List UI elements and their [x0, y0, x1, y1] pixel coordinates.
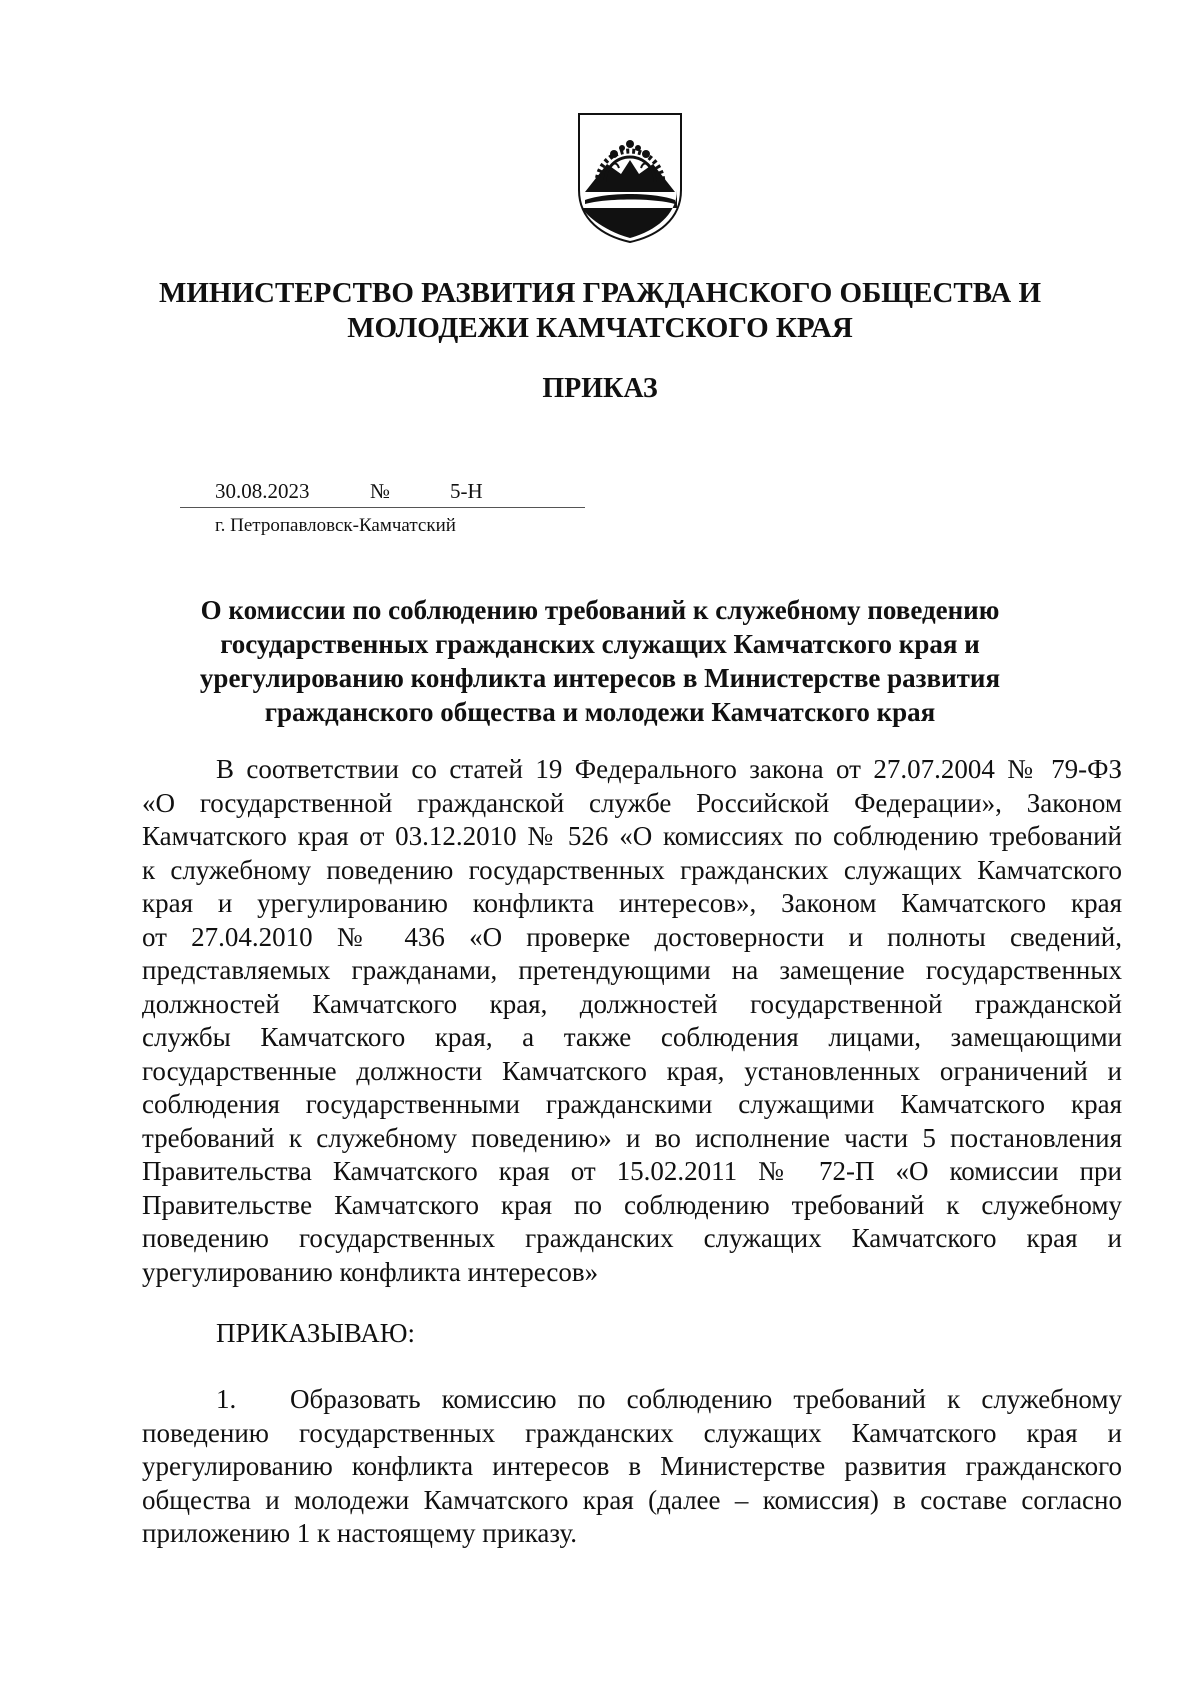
coat-of-arms-icon — [577, 112, 683, 244]
order-number: 5-Н — [450, 479, 483, 503]
order-requisites — [180, 478, 590, 544]
point-line: урегулированию конфликта интересов в Министерстве развития гражданского — [142, 1451, 1122, 1481]
preamble-line: Правительства Камчатского края от 15.02.2011 № 72-П «О комиссии при — [142, 1156, 1122, 1186]
preamble-line: представляемых гражданами, претендующими на замещение государственных — [142, 955, 1122, 985]
document-type: ПРИКАЗ — [542, 373, 658, 404]
preamble-line: соблюдения государственными гражданскими служащими Камчатского края — [142, 1089, 1122, 1119]
preamble-line: государственные должности Камчатского края, установленных ограничений и — [142, 1055, 1122, 1086]
preamble-line: к служебному поведению государственных гражданских служащих Камчатского — [142, 854, 1122, 885]
ministry-title-line1: МИНИСТЕРСТВО РАЗВИТИЯ ГРАЖДАНСКОГО ОБЩЕСТВА И — [158, 277, 1042, 309]
subject-line: гражданского общества и молодежи Камчатского края — [264, 697, 936, 727]
point-line: общества и молодежи Камчатского края (далее – комиссия) в составе согласно — [142, 1484, 1122, 1515]
point-number: 1. — [216, 1384, 237, 1414]
order-point-1 — [142, 1383, 1122, 1551]
preamble-line: требований к служебному поведению» и во исполнение части 5 постановления — [142, 1122, 1122, 1153]
preamble-line: поведению государственных гражданских служащих Камчатского края и — [142, 1223, 1122, 1253]
order-subject — [160, 593, 1040, 729]
preamble-line: «О государственной гражданской службе Российской Федерации», Законом — [142, 787, 1122, 818]
ministry-title — [100, 276, 1100, 346]
preamble-line: Камчатского края от 03.12.2010 № 526 «О комиссиях по соблюдению требований — [142, 821, 1122, 851]
preamble-paragraph — [142, 753, 1122, 1289]
order-word: ПРИКАЗЫВАЮ: — [216, 1318, 415, 1348]
order-date: 30.08.2023 — [215, 479, 310, 503]
preamble-line: края и урегулированию конфликта интересов», Законом Камчатского края — [142, 888, 1122, 918]
number-sign: № — [370, 479, 391, 503]
preamble-line: В соответствии со статей 19 Федерального закона от 27.07.2004 № 79-ФЗ — [216, 754, 1122, 784]
subject-line: урегулированию конфликта интересов в Министерстве развития — [199, 663, 1001, 693]
subject-line: государственных гражданских служащих Камчатского края и — [220, 629, 980, 659]
issue-city: г. Петропавловск-Камчатский — [215, 515, 456, 536]
subject-line: О комиссии по соблюдению требований к служебному поведению — [200, 595, 1000, 625]
preamble-line: службы Камчатского края, а также соблюдения лицами, замещающими — [142, 1022, 1122, 1052]
point-line: приложению 1 к настоящему приказу. — [142, 1518, 578, 1548]
point-line: поведению государственных гражданских служащих Камчатского края и — [142, 1417, 1122, 1448]
preamble-line: должностей Камчатского края, должностей государственной гражданской — [142, 988, 1122, 1019]
preamble-line: от 27.04.2010 № 436 «О проверке достоверности и полноты сведений, — [142, 921, 1122, 952]
point-line: Образовать комиссию по соблюдению требований к служебному — [290, 1384, 1122, 1414]
ministry-title-line2: МОЛОДЕЖИ КАМЧАТСКОГО КРАЯ — [347, 312, 853, 344]
requisites-underline — [180, 507, 585, 508]
preamble-line: урегулированию конфликта интересов» — [142, 1256, 599, 1287]
preamble-line: Правительстве Камчатского края по соблюдению требований к служебному — [142, 1189, 1122, 1220]
